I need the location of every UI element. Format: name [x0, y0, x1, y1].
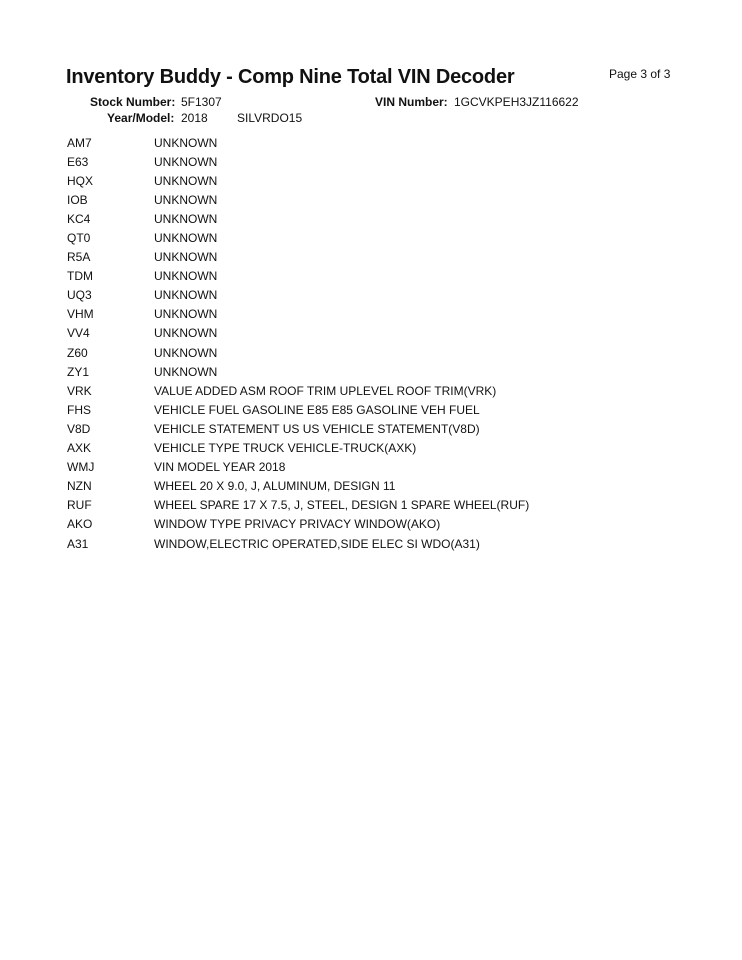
- option-code: A31: [67, 536, 89, 551]
- option-description: WHEEL SPARE 17 X 7.5, J, STEEL, DESIGN 1 SPARE WHEEL(RUF): [154, 498, 530, 513]
- list-item: [67, 343, 687, 362]
- stock-number-value: 5F1307: [181, 95, 222, 109]
- option-code: WMJ: [67, 460, 95, 475]
- option-description: UNKNOWN: [154, 173, 218, 188]
- list-item: [67, 286, 687, 305]
- option-code: Z60: [67, 345, 88, 360]
- option-description: UNKNOWN: [154, 192, 218, 207]
- year-model-label: Year/Model:: [107, 111, 175, 125]
- option-description: UNKNOWN: [154, 250, 218, 265]
- list-item: [67, 171, 687, 190]
- option-description: UNKNOWN: [154, 269, 218, 284]
- option-description: UNKNOWN: [154, 231, 218, 246]
- option-code: NZN: [67, 479, 92, 494]
- list-item: [67, 305, 687, 324]
- list-item: [67, 419, 687, 438]
- option-description: UNKNOWN: [154, 288, 218, 303]
- list-item: [67, 400, 687, 419]
- option-code: VV4: [67, 326, 90, 341]
- option-code: FHS: [67, 402, 91, 417]
- list-item: [67, 248, 687, 267]
- option-description: VIN MODEL YEAR 2018: [154, 460, 286, 475]
- vin-number-label: VIN Number:: [375, 95, 448, 109]
- option-code: IOB: [67, 192, 88, 207]
- option-code: TDM: [67, 269, 93, 284]
- option-description: VEHICLE STATEMENT US US VEHICLE STATEMENT(V8D): [154, 421, 480, 436]
- page-number: Page 3 of 3: [609, 67, 671, 81]
- option-code: AXK: [67, 441, 92, 456]
- option-description: UNKNOWN: [154, 135, 218, 150]
- option-code: ZY1: [67, 364, 90, 379]
- option-description: VEHICLE TYPE TRUCK VEHICLE-TRUCK(AXK): [154, 441, 417, 456]
- list-item: [67, 439, 687, 458]
- option-code: VRK: [67, 383, 92, 398]
- option-code: QT0: [67, 231, 91, 246]
- option-description: UNKNOWN: [154, 364, 218, 379]
- option-description: WHEEL 20 X 9.0, J, ALUMINUM, DESIGN 11: [154, 479, 396, 494]
- option-code: V8D: [67, 421, 91, 436]
- option-code: AKO: [67, 517, 93, 532]
- list-item: [67, 228, 687, 247]
- option-description: UNKNOWN: [154, 211, 218, 226]
- model-value: SILVRDO15: [237, 111, 303, 125]
- option-description: WINDOW,ELECTRIC OPERATED,SIDE ELEC SI WDO(A31): [154, 536, 480, 551]
- stock-number-label: Stock Number:: [90, 95, 176, 109]
- option-code: HQX: [67, 173, 94, 188]
- list-item: [67, 267, 687, 286]
- option-code: E63: [67, 154, 89, 169]
- option-description: UNKNOWN: [154, 154, 218, 169]
- list-item: [67, 477, 687, 496]
- year-value: 2018: [181, 111, 208, 125]
- list-item: [67, 324, 687, 343]
- list-item: [67, 152, 687, 171]
- option-description: UNKNOWN: [154, 326, 218, 341]
- list-item: [67, 381, 687, 400]
- option-code-list: [67, 133, 687, 553]
- list-item: [67, 496, 687, 515]
- option-code: VHM: [67, 307, 94, 322]
- list-item: [67, 209, 687, 228]
- option-code: AM7: [67, 135, 92, 150]
- list-item: [67, 458, 687, 477]
- option-description: VEHICLE FUEL GASOLINE E85 E85 GASOLINE VEH FUEL: [154, 402, 480, 417]
- list-item: [67, 534, 687, 553]
- page-title: Inventory Buddy - Comp Nine Total VIN Decoder: [66, 66, 515, 88]
- option-code: KC4: [67, 211, 91, 226]
- option-code: RUF: [67, 498, 92, 513]
- option-description: VALUE ADDED ASM ROOF TRIM UPLEVEL ROOF TRIM(VRK): [154, 383, 497, 398]
- list-item: [67, 190, 687, 209]
- vin-number-value: 1GCVKPEH3JZ116622: [454, 95, 579, 109]
- list-item: [67, 133, 687, 152]
- option-description: UNKNOWN: [154, 345, 218, 360]
- option-description: UNKNOWN: [154, 307, 218, 322]
- list-item: [67, 515, 687, 534]
- list-item: [67, 362, 687, 381]
- option-description: WINDOW TYPE PRIVACY PRIVACY WINDOW(AKO): [154, 517, 441, 532]
- option-code: R5A: [67, 250, 91, 265]
- option-code: UQ3: [67, 288, 92, 303]
